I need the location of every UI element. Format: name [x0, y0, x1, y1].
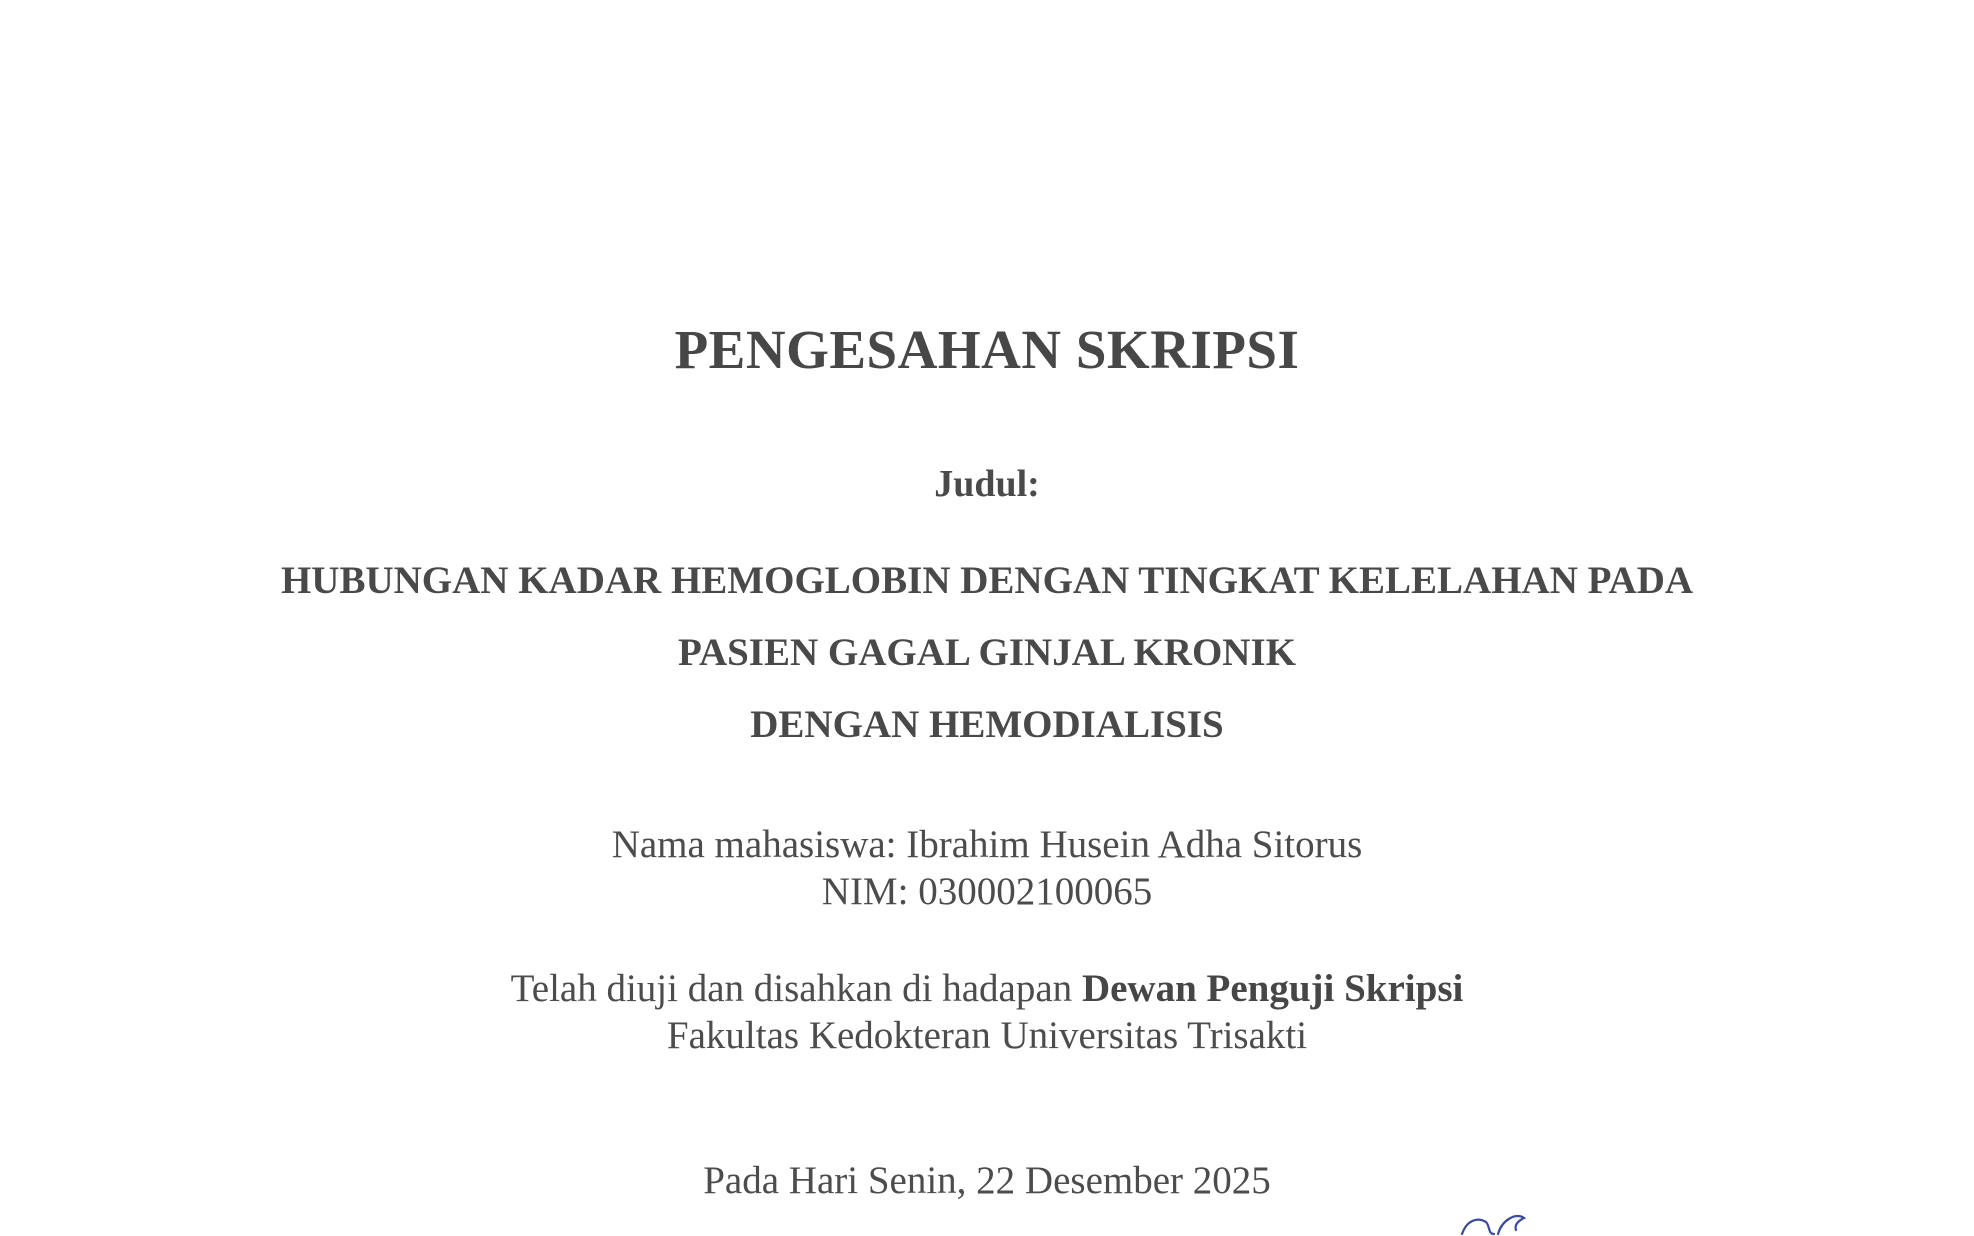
thesis-title-line-1: HUBUNGAN KADAR HEMOGLOBIN DENGAN TINGKAT KELELAHAN PADA — [280, 559, 1694, 602]
signature-stroke — [1462, 1216, 1524, 1234]
student-nim: NIM: 030002100065 — [821, 870, 1153, 913]
thesis-title-line-2: PASIEN GAGAL GINJAL KRONIK — [678, 631, 1296, 674]
approval-statement — [0, 966, 1974, 1011]
signature-mark — [1460, 1208, 1580, 1236]
page-title: PENGESAHAN SKRIPSI — [674, 319, 1300, 380]
faculty-name: Fakultas Kedokteran Universitas Trisakti — [666, 1014, 1308, 1057]
judul-label: Judul: — [934, 463, 1040, 505]
thesis-title-line-3: DENGAN HEMODIALISIS — [750, 703, 1224, 746]
student-name: Nama mahasiswa: Ibrahim Husein Adha Sitorus — [611, 823, 1363, 866]
examining-board: Dewan Penguji Skripsi — [1081, 967, 1464, 1010]
exam-date: Pada Hari Senin, 22 Desember 2025 — [703, 1159, 1271, 1202]
approval-prefix: Telah diuji dan disahkan di hadapan — [510, 967, 1082, 1010]
